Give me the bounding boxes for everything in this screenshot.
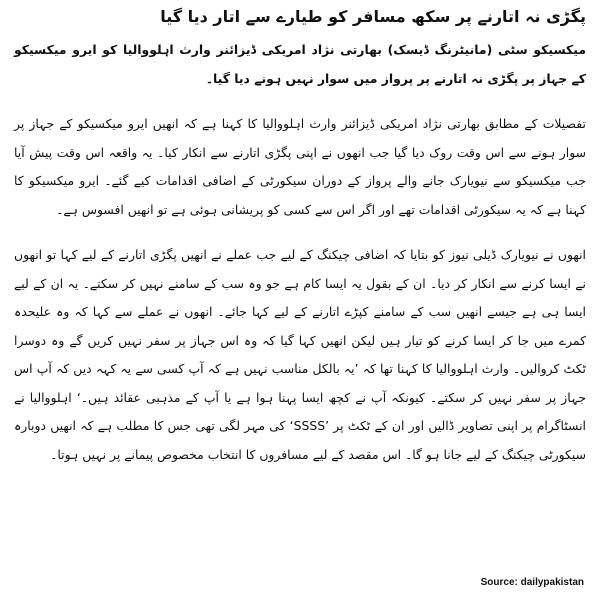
article-headline: پگڑی نہ اتارنے پر سکھ مسافر کو طیارے سے اتار دیا گیا — [160, 7, 586, 26]
article-paragraph: انھوں نے نیویارک ڈیلی نیوز کو بتایا کہ اضافی چیکنگ کے لیے جب عملے نے انھیں پگڑی اتارنے کے لیے کہا تو انھوں نے ایسا کرنے سے انکار کر دیا۔ ان کے بقول یہ ایسا کام ہے جو وہ سب کے سامنے نہیں کر سکتے۔ یہ ان کے لیے ایسا ہی ہے جیسے انھیں سب کے سامنے کپڑے اتارنے کے لیے کہا جائے۔ انھوں نے عملے سے کہا کہ وہ علیحدہ کمرے میں جا کر ایسا کرنے کو تیار ہیں لیکن انھیں کہا گیا کہ وہ اس جہاز پر سفر نہیں کریں گے وہ دوسرا ٹکٹ کروالیں۔ وارث اہلووالیا کا کہنا تھا کہ ’یہ بالکل مناسب نہیں ہے کہ آپ کسی سے یہ کہہ دیں کہ آپ اس جہاز پر سفر نہیں کر سکتے۔ کیونکہ آپ نے کچھ ایسا پہنا ہوا ہے یا آپ کے مذہبی عقائد ہیں۔‘ اہلووالیا نے انسٹاگرام پر اپنی تصاویر ڈالیں اور ان کے ٹکٹ پر ’SSSS‘ کی مہر لگی تھی جس کا مطلب ہے کہ انھیں دوبارہ سیکورٹی چیکنگ کے لیے جانا ہو گا۔ اس مقصد کے لیے مسافروں کا انتخاب مخصوص پیمانے پر نہیں ہوتا۔ — [14, 247, 587, 462]
article-paragraph-lead: میکسیکو سٹی (مانیٹرنگ ڈیسک) بھارتی نژاد امریکی ڈیزائنر وارث اہلووالیا کو ایرو میکسیکو کے جہاز پر پگڑی نہ اتارنے پر پرواز میں سوار نہیں ہونے دیا گیا۔ — [14, 42, 586, 86]
article-paragraph: تفصیلات کے مطابق بھارتی نژاد امریکی ڈیزائنر وارث اہلووالیا کا کہنا ہے کہ انھیں ایرو میکسیکو کے جہاز پر سوار ہونے سے اس وقت روک دیا گیا جب انھوں نے اپنی پگڑی اتارنے سے انکار کیا۔ یہ واقعہ اس وقت پیش آیا جب میکسیکو سے نیویارک جانے والے پرواز کے دوران سیکورٹی کے اضافی اقدامات کیے گئے۔ ایرو میکسیکو کا کہنا ہے کہ یہ سیکورٹی اقدامات تھے اور اگر اس سے کسی کو پریشانی ہوئی ہے تو انھیں افسوس ہے۔ — [14, 116, 586, 217]
source-credit: Source: dailypakistan — [480, 577, 584, 588]
